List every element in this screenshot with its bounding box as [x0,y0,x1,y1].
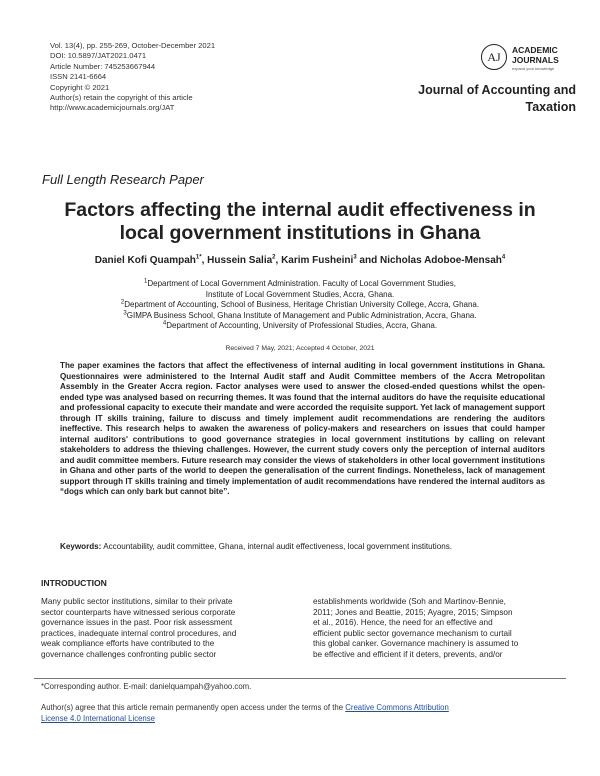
affiliation: $^3$GIMPA Business School, Ghana Institute of Management and Public Administration, Accra, Ghana. [123,310,477,320]
keywords [60,542,550,551]
logo-wordmark: ACADEMIC JOURNALS [512,45,559,65]
affiliation-continued: Institute of Local Government Studies, Accra, Ghana. [205,289,395,299]
author-list: Daniel Kofi Quampah$^{1*}$, Hussein Salia$^2$, Karim Fusheini$^3$ and Nicholas Adoboe-Mensah$^4$ [94,254,506,266]
meta-issn: ISSN 2141-6664 [50,72,107,82]
affiliations [60,279,540,332]
publisher-logo [481,44,581,76]
aj-logo-icon: AJ [481,44,507,70]
author-name: Hussein Salia [207,255,273,266]
meta-article-number: Article Number: 745253667944 [50,61,156,71]
license-note: Author(s) agree that this article remain permanently open access under the terms of the Creative Commons Attribution License 4.0 International License [41,703,449,723]
author-name: Nicholas Adoboe-Mensah [380,255,502,266]
affiliation: $^4$Department of Accounting, University of Professional Studies, Accra, Ghana. [162,320,438,331]
intro-column-left: Many public sector institutions, similar to their private sector counterparts have witnessed serious corporate governance issues in the past. Poor risk assessment practices, inadequate internal control procedures, and weak compliance efforts have contributed to the governance challenges confronting public sector [41,597,237,659]
affiliation: $^2$Department of Accounting, School of Business, Heritage Christian University College, Accra, Ghana. [120,299,480,310]
footnote-divider [34,678,566,679]
meta-copyright: Copyright © 2021 [50,82,110,92]
corresponding-author-note: *Corresponding author. E-mail: danielquampah@yahoo.com. [41,682,252,691]
intro-column-right: establishments worldwide (Soh and Martinov-Bennie, 2011; Jones and Beattie, 2015; Ayagre, 2015; Simpson et al., 2016). Hence, the need for an effective and efficient public sector governance mechanism to curtail this global canker. Governance machinery is assumed to be effective and efficient if it deters, prevents, and/or [313,597,519,659]
license-link[interactable]: Creative Commons Attribution License 4.0 International License [41,703,449,723]
received-dates: Received 7 May, 2021; Accepted 4 October, 2021 [225,345,375,352]
author-name: Daniel Kofi Quampah [94,255,196,266]
meta-volume: Vol. 13(4), pp. 255-269, October-December 2021 [50,41,216,50]
abstract: The paper examines the factors that affect the effectiveness of internal auditing in local government institutions in Ghana. Questionnaires were administered to the Internal Audit staff and Audit Committee members of the Accra Metropolitan Assembly in the Greater Accra region. Factor analyses were used to answer the closed-ended questions whilst the open-ended type was analysed based on recurring themes. It was found that the internal auditors do have the requisite educational and professional capacity to execute their mandate and were accorded the requisite support. Yet lack of management support through IT skills training, failure to discuss and timely implement audit recommendations are rendering the auditors ineffective. This research helps to awaken the awareness of policy-makers and researchers on issues that could hamper internal auditors' contributions to good governance strategies in local government institutions by calling on relevant stakeholders to address the thieving challenges. However, the current study covers only the perception of internal auditors and audit committee members. Future research may consider the views of stakeholders in other local government institutions in Ghana and other parts of the world to deepen the generalisation of the current findings. Nonetheless, lack of management support through IT skills training and timely implementation of audit recommendations have rendered the internal auditors as “dogs which can only bark but cannot bite”. [60,361,545,496]
section-heading-introduction: INTRODUCTION [41,578,107,588]
author-name: Karim Fusheini [281,255,354,266]
meta-doi: DOI: 10.5897/JAT2021.0471 [50,51,147,61]
article-type: Full Length Research Paper [42,172,204,187]
meta-url: http://www.academicjournals.org/JAT [50,103,175,113]
meta-rights: Author(s) retain the copyright of this article [50,93,193,103]
journal-name: Journal of Accounting and Taxation [418,83,576,114]
article-meta [50,41,215,114]
paper-title: Factors affecting the internal audit effectiveness in local government institutions in Ghana [64,199,536,244]
affiliation: $^1$Department of Local Government Administration. Faculty of Local Government Studies, [144,278,456,288]
keywords-label: Keywords: [60,542,102,551]
keywords-list: Accountability, audit committee, Ghana, internal audit effectiveness, local government institutions. [103,542,453,551]
logo-tagline: expand your knowledge [512,66,555,71]
